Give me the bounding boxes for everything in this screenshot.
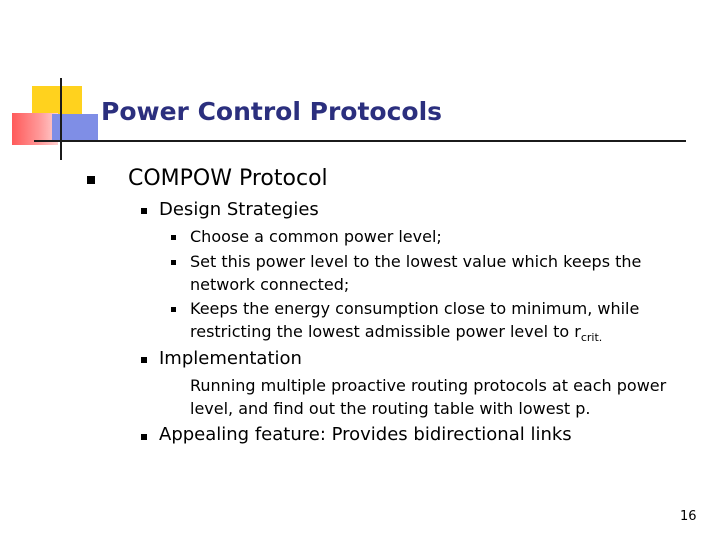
bullet-design-item3 [171, 307, 176, 312]
slide-title: Power Control Protocols [101, 97, 443, 126]
design-item-2-line1: Set this power level to the lowest value which keeps the [190, 252, 642, 271]
r-crit-subscript: crit. [580, 331, 603, 344]
bullet-design [141, 208, 147, 214]
decor-blue-square [52, 114, 98, 142]
compow-protocol-heading: COMPOW Protocol [128, 166, 328, 191]
design-item-2-line2: network connected; [190, 275, 350, 294]
design-item-3-line2 [190, 320, 602, 350]
page-number: 16 [680, 509, 697, 524]
appealing-feature: Appealing feature: Provides bidirectional links [159, 424, 572, 445]
bullet-level1 [87, 176, 95, 184]
design-item-3-line2-text: restricting the lowest admissible power level to r [190, 322, 581, 341]
implementation-line2: level, and find out the routing table with lowest p. [190, 399, 591, 418]
implementation-line1: Running multiple proactive routing protocols at each power [190, 376, 667, 395]
bullet-design-item1 [171, 235, 176, 240]
design-item-1: Choose a common power level; [190, 227, 442, 246]
bullet-implementation [141, 357, 147, 363]
decor-vertical-line [60, 78, 62, 160]
implementation-label: Implementation [159, 348, 302, 369]
bullet-appealing [141, 434, 147, 440]
bullet-design-item2 [171, 260, 176, 265]
title-underline [34, 140, 686, 142]
design-item-3-line1: Keeps the energy consumption close to minimum, while [190, 299, 640, 318]
design-strategies-label: Design Strategies [159, 199, 319, 220]
